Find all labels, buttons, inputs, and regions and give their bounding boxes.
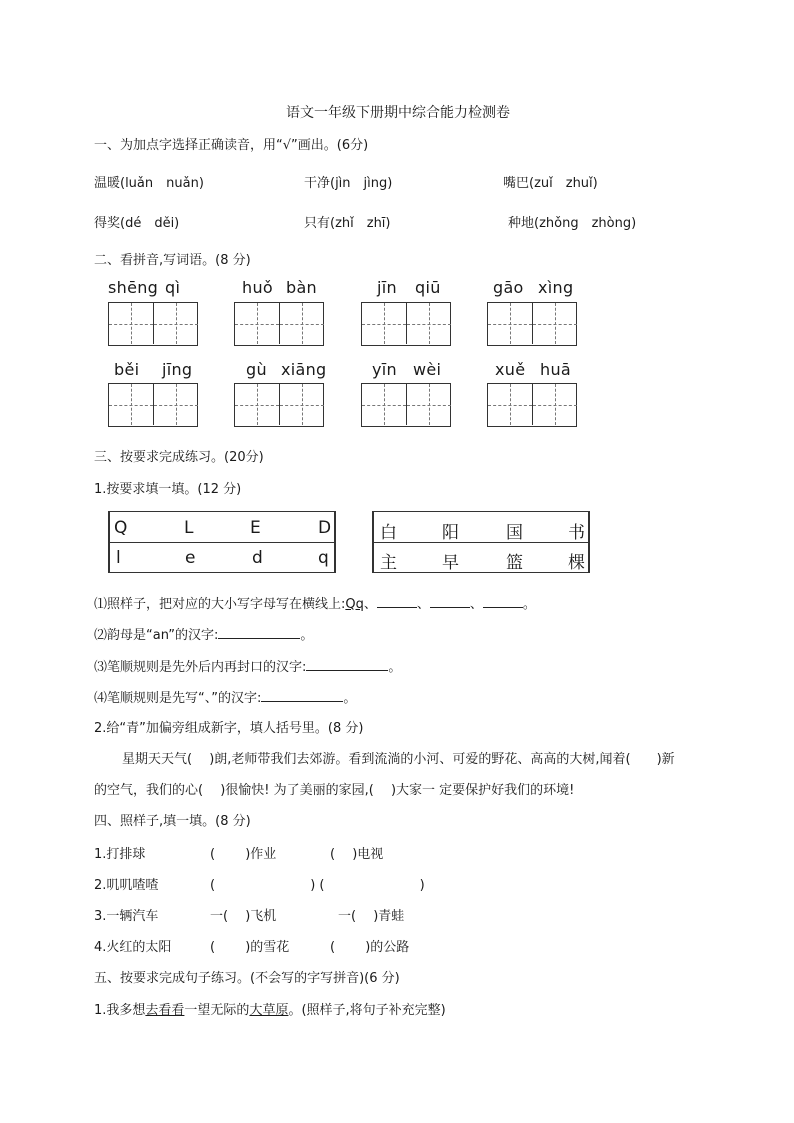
pinyin-label: qiū	[415, 278, 441, 297]
hanzi-char: 篮	[506, 553, 523, 573]
passage-line[interactable]: 的空气，我们的心( )很愉快! 为了美丽的家园,( )大家一 定要保护好我们的环境!	[94, 783, 575, 798]
question-4	[94, 687, 356, 706]
uppercase-letter: E	[250, 518, 261, 538]
letter-box	[108, 511, 336, 573]
writing-grid[interactable]	[234, 383, 324, 427]
section-4-heading: 四、照样子,填一填。(8 分)	[94, 814, 251, 829]
hanzi-char: 阳	[442, 523, 459, 543]
period: 。	[522, 597, 536, 612]
pinyin-label: xuě	[495, 360, 526, 379]
separator: 、	[469, 597, 483, 612]
hanzi-char: 白	[380, 523, 397, 543]
hanzi-char: 主	[380, 553, 397, 573]
writing-grid[interactable]	[487, 302, 577, 346]
fill-blank[interactable]: 一( )青蛙	[338, 909, 405, 924]
section-3-sub-2: 2.给“青”加偏旁组成新字，填人括号里。(8 分)	[94, 721, 364, 736]
pronunciation-item[interactable]: 温暖(luǎn nuǎn)	[94, 176, 204, 191]
question-3	[94, 656, 401, 675]
period: 。	[388, 660, 402, 675]
pinyin-label: qì	[165, 278, 181, 297]
lowercase-letter: e	[185, 548, 196, 568]
question-1-text: ⑴照样子，把对应的大小写字母写在横线上:	[94, 597, 346, 612]
answer-blank[interactable]	[218, 624, 300, 639]
question-1-example: Qq	[345, 597, 364, 612]
period: 。	[343, 691, 357, 706]
question-3-text: ⑶笔顺规则是先外后内再封口的汉字:	[94, 660, 307, 675]
pronunciation-item[interactable]: 干净(jìn jìng)	[304, 176, 393, 191]
underlined-phrase: 大草原	[249, 1003, 289, 1018]
answer-blank[interactable]	[306, 656, 388, 671]
example-label: 3.一辆汽车	[94, 909, 159, 924]
pinyin-label: xiāng	[281, 360, 327, 379]
example-label: 2.叽叽喳喳	[94, 878, 159, 893]
fill-blank[interactable]: ( )的公路	[330, 940, 410, 955]
writing-grid[interactable]	[108, 383, 198, 427]
question-1	[94, 593, 536, 612]
writing-grid[interactable]	[361, 383, 451, 427]
passage-line[interactable]: 星期天天气( )朗,老师带我们去郊游。看到流淌的小河、可爱的野花、高高的大树,闻着( )新	[122, 752, 675, 767]
character-box	[372, 511, 590, 573]
pinyin-label: bàn	[286, 278, 318, 297]
pinyin-label: yīn	[372, 360, 397, 379]
pronunciation-item[interactable]: 只有(zhǐ zhī)	[304, 216, 391, 231]
pinyin-label: wèi	[413, 360, 442, 379]
fill-blank[interactable]: ( )的雪花	[210, 940, 290, 955]
fill-blank[interactable]: 一( )飞机	[210, 909, 277, 924]
fill-blank[interactable]: ( )电视	[330, 847, 384, 862]
period: 。	[300, 628, 314, 643]
pinyin-label: jīng	[162, 360, 193, 379]
section-5-heading: 五、按要求完成句子练习。(不会写的字写拼音)(6 分)	[94, 971, 400, 986]
pinyin-label: shēng	[108, 278, 159, 297]
example-label: 4.火红的太阳	[94, 940, 172, 955]
writing-grid[interactable]	[234, 302, 324, 346]
uppercase-letter: L	[184, 518, 194, 538]
section-1-heading: 一、为加点字选择正确读音，用“√”画出。(6分)	[94, 138, 369, 153]
question-4-text: ⑷笔顺规则是先写“、”的汉字:	[94, 691, 262, 706]
pinyin-label: jīn	[377, 278, 397, 297]
section-2-heading: 二、看拼音,写词语。(8 分)	[94, 253, 251, 268]
section-3-sub-1: 1.按要求填一填。(12 分)	[94, 482, 242, 497]
question-2-text: ⑵韵母是“an”的汉字:	[94, 628, 219, 643]
answer-blank[interactable]	[483, 593, 523, 608]
underlined-phrase: 去看看	[145, 1003, 185, 1018]
pinyin-label: xìng	[538, 278, 574, 297]
lowercase-letter: q	[318, 548, 329, 568]
answer-blank[interactable]	[261, 687, 343, 702]
example-label: 1.打排球	[94, 847, 146, 862]
pinyin-label: huā	[540, 360, 571, 379]
sentence-text: 。(照样子,将句子补充完整)	[288, 1003, 446, 1018]
fill-blank[interactable]: ( )作业	[210, 847, 277, 862]
answer-blank[interactable]	[430, 593, 470, 608]
hanzi-char: 棵	[568, 553, 585, 573]
writing-grid[interactable]	[361, 302, 451, 346]
writing-grid[interactable]	[108, 302, 198, 346]
pinyin-label: huǒ	[242, 278, 273, 297]
pronunciation-item[interactable]: 得奖(dé děi)	[94, 216, 180, 231]
pronunciation-item[interactable]: 嘴巴(zuǐ zhuǐ)	[503, 176, 598, 191]
sentence-text: 一望无际的	[184, 1003, 250, 1018]
pronunciation-item[interactable]: 种地(zhǒng zhòng)	[508, 216, 637, 231]
separator: 、	[363, 597, 377, 612]
uppercase-letter: D	[318, 518, 332, 538]
question-2	[94, 624, 313, 643]
hanzi-char: 国	[506, 523, 523, 543]
lowercase-letter: d	[252, 548, 263, 568]
section-3-heading: 三、按要求完成练习。(20分)	[94, 450, 264, 465]
pinyin-label: gù	[246, 360, 267, 379]
sentence-question-1	[94, 999, 446, 1018]
hanzi-char: 书	[568, 523, 585, 543]
hanzi-char: 早	[442, 553, 459, 573]
fill-blank[interactable]: ( ) ( )	[210, 878, 425, 893]
uppercase-letter: Q	[114, 518, 128, 538]
pinyin-label: gāo	[493, 278, 524, 297]
lowercase-letter: l	[116, 548, 121, 568]
separator: 、	[416, 597, 430, 612]
sentence-text: 1.我多想	[94, 1003, 146, 1018]
answer-blank[interactable]	[377, 593, 417, 608]
pinyin-label: běi	[114, 360, 140, 379]
writing-grid[interactable]	[487, 383, 577, 427]
page-title: 语文一年级下册期中综合能力检测卷	[286, 105, 510, 121]
